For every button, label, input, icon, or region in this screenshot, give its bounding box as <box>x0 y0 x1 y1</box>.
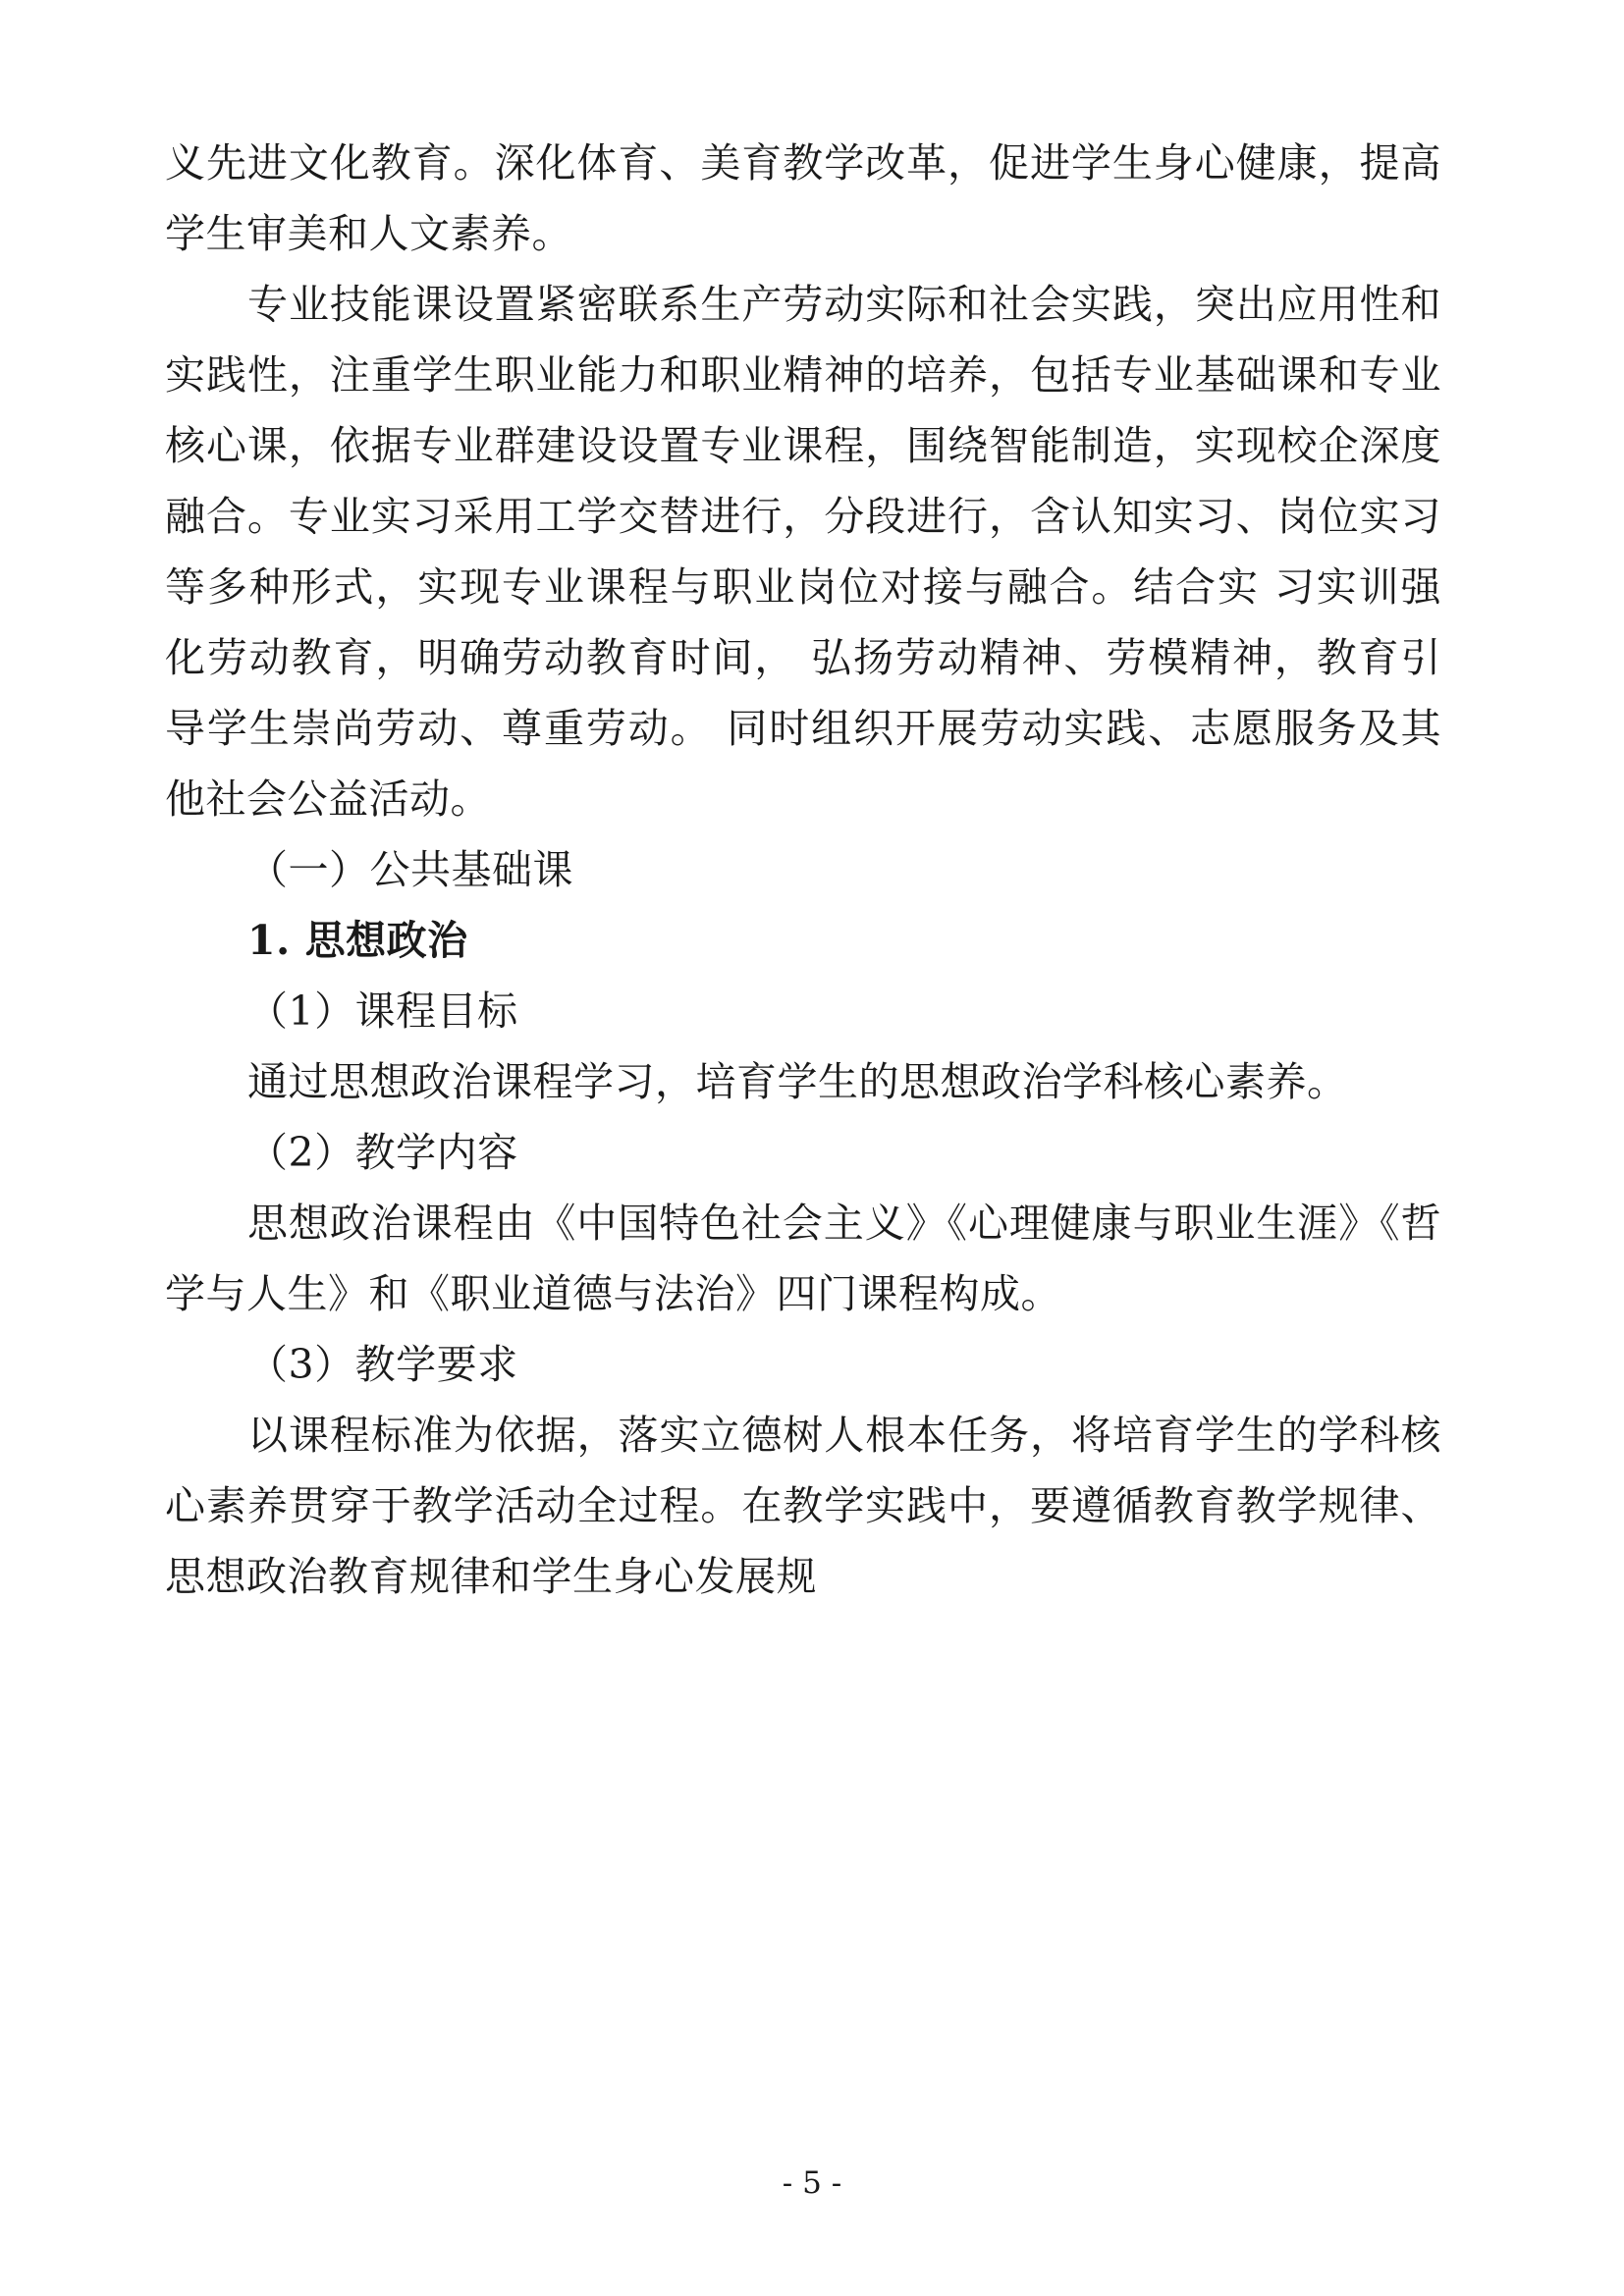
paragraph-course-objectives-body: 通过思想政治课程学习，培育学生的思想政治学科核心素养。 <box>247 1058 1348 1105</box>
paragraph-teaching-content-body: 思想政治课程由《中国特色社会主义》《心理健康与职业生涯》《哲学与人生》和《职业道德与法治》四门课程构成。 <box>165 1200 1441 1317</box>
paragraph-teaching-requirements-body: 以课程标准为依据，落实立德树人根本任务，将培育学生的学科核心素养贯穿于教学活动全过程。在教学实践中，要遵循教育教学规律、思想政治教育规律和学生身心发展规 <box>165 1412 1441 1600</box>
page-number: - 5 - <box>782 2165 842 2201</box>
page-body <box>165 128 1441 1612</box>
paragraph-culture-education: 义先进文化教育。深化体育、美育教学改革，促进学生身心健康，提高学生审美和人文素养。 <box>165 139 1441 257</box>
heading-teaching-content: （2）教学内容 <box>247 1129 518 1176</box>
heading-ideological-politics: 1. 思想政治 <box>247 917 468 964</box>
paragraph-professional-skill-courses: 专业技能课设置紧密联系生产劳动实际和社会实践，突出应用性和实践性，注重学生职业能力和职业精神的培养，包括专业基础课和专业核心课，依据专业群建设设置专业课程，围绕智能制造，实现校企深度融合。专业实习采用工学交替进行，分段进行，含认知实习、岗位实习等多种形式，实现专业课程与职业岗位对接与融合。结合实 习实训强化劳动教育，明确劳动教育时间， 弘扬劳动精神、劳模精神，教育引导学生崇尚劳动、尊重劳动。 同时组织开展劳动实践、志愿服务及其他社会公益活动。 <box>165 281 1441 823</box>
heading-course-objectives: （1）课程目标 <box>247 988 518 1035</box>
heading-teaching-requirements: （3）教学要求 <box>247 1341 518 1388</box>
heading-public-basic-courses: （一）公共基础课 <box>247 846 573 893</box>
